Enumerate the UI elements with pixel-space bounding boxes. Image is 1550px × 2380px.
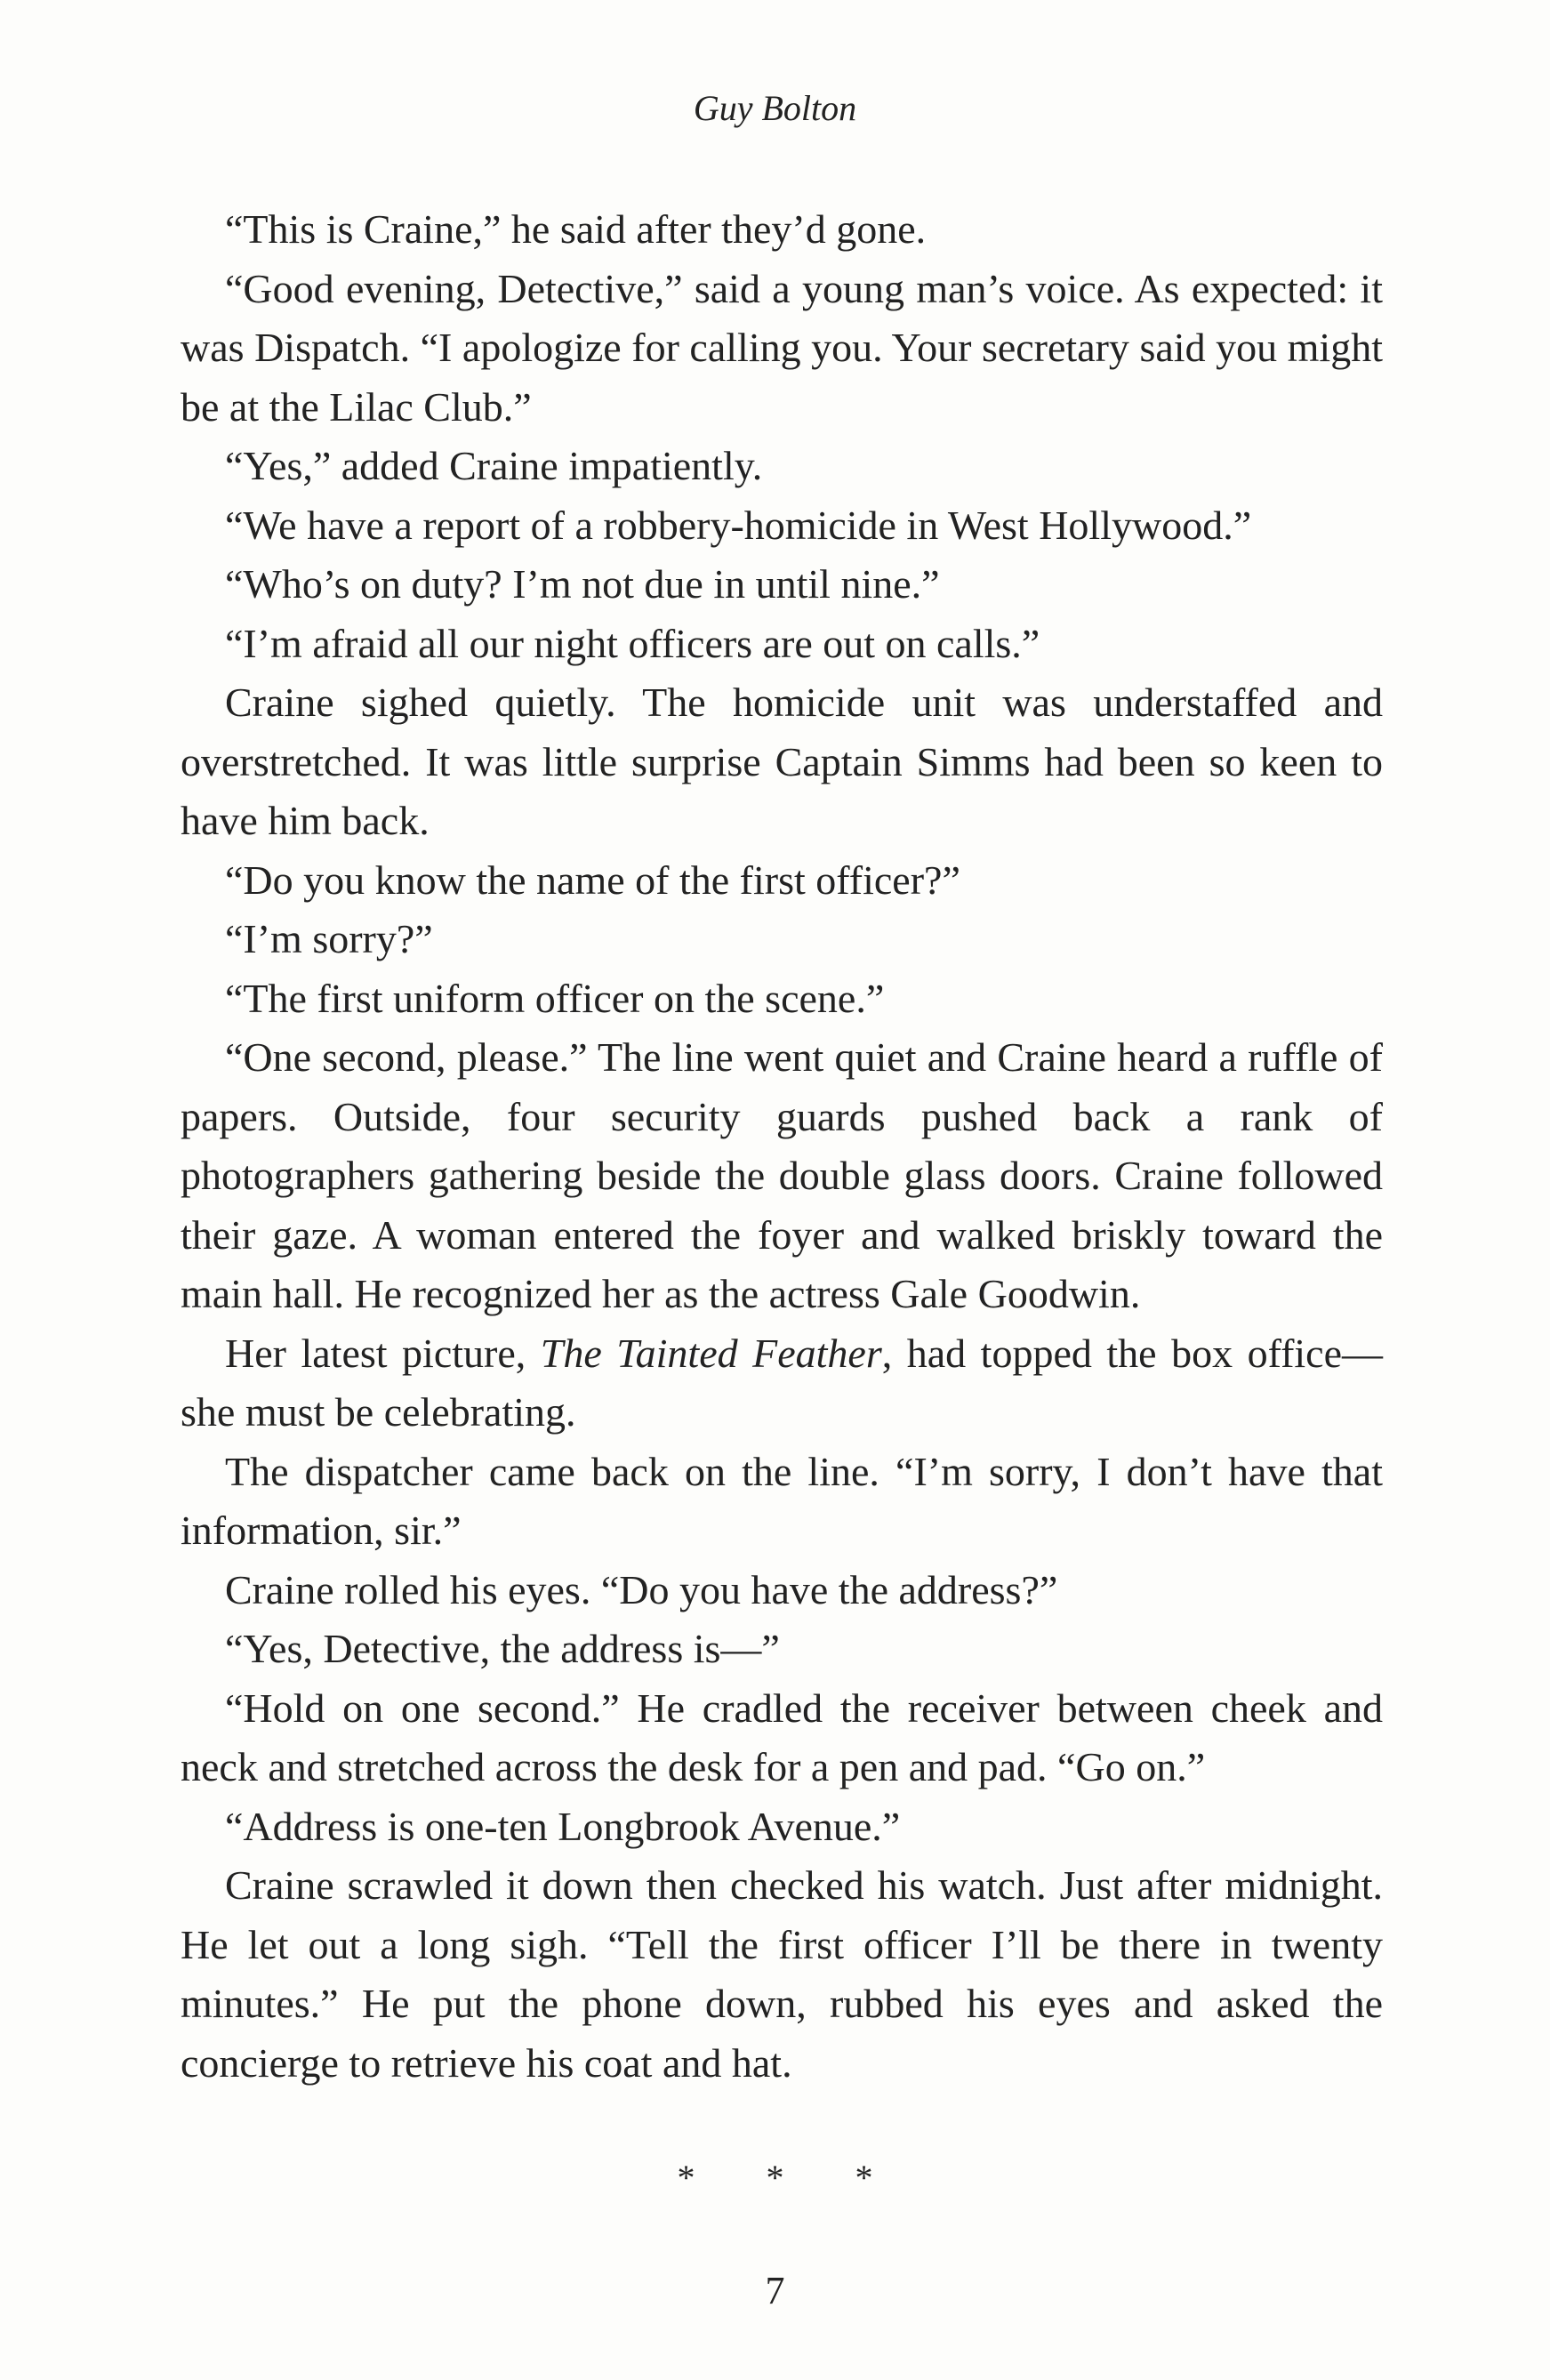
paragraph: “Do you know the name of the first officer?” (225, 856, 960, 903)
paragraph: “Yes,” added Craine impatiently. (225, 443, 763, 488)
scene-break: * * * (677, 2158, 873, 2198)
paragraph: “Good evening, Detective,” said a young man’s voice. As expected: it was Dispatch. “I apologize for calling you. Your secretary said you might be at the Lilac Club.” (181, 265, 1383, 430)
body-text (181, 200, 1383, 2093)
paragraph-with-title (181, 1324, 1383, 1443)
paragraph: Craine rolled his eyes. “Do you have the address?” (225, 1566, 1058, 1612)
paragraph: “Who’s on duty? I’m not due in until nine.” (225, 561, 940, 607)
paragraph: “We have a report of a robbery-homicide in West Hollywood.” (225, 502, 1252, 548)
paragraph: “I’m afraid all our night officers are out on calls.” (225, 620, 1040, 666)
paragraph: “I’m sorry?” (225, 916, 433, 961)
paragraph: “The first uniform officer on the scene.” (225, 975, 885, 1021)
paragraph: “This is Craine,” he said after they’d gone. (225, 206, 927, 252)
paragraph: “Address is one-ten Longbrook Avenue.” (225, 1803, 901, 1849)
paragraph: The dispatcher came back on the line. “I’m sorry, I don’t have that information, sir.” (181, 1448, 1383, 1553)
paragraph: “One second, please.” The line went quiet and Craine heard a ruffle of papers. Outside, four security guards pushed back a rank of photographers gathering beside the double glass doors. Craine followed their gaze. A woman entered the foyer and walked briskly toward the main hall. He recognized her as the actress Gale Goodwin. (181, 1034, 1383, 1316)
paragraph: Craine scrawled it down then checked his watch. Just after midnight. He let out a long sigh. “Tell the first officer I’ll be there in twenty minutes.” He put the phone down, rubbed his eyes and asked the concierge to retrieve his coat and hat. (181, 1862, 1383, 2086)
paragraph-segment: Her latest picture, (225, 1330, 541, 1376)
paragraph: Craine sighed quietly. The homicide unit was understaffed and overstretched. It was little surprise Captain Simms had been so keen to have him back. (181, 679, 1383, 843)
paragraph: “Hold on one second.” He cradled the receiver between cheek and neck and stretched across the desk for a pen and pad. “Go on.” (181, 1684, 1383, 1789)
running-head-author: Guy Bolton (693, 88, 857, 128)
paragraph: “Yes, Detective, the address is—” (225, 1626, 780, 1671)
paragraph-segment: , had topped the box office—she must be celebrating. (181, 1330, 1383, 1435)
page-number: 7 (765, 2269, 785, 2312)
film-title: The Tainted Feather (540, 1330, 882, 1376)
